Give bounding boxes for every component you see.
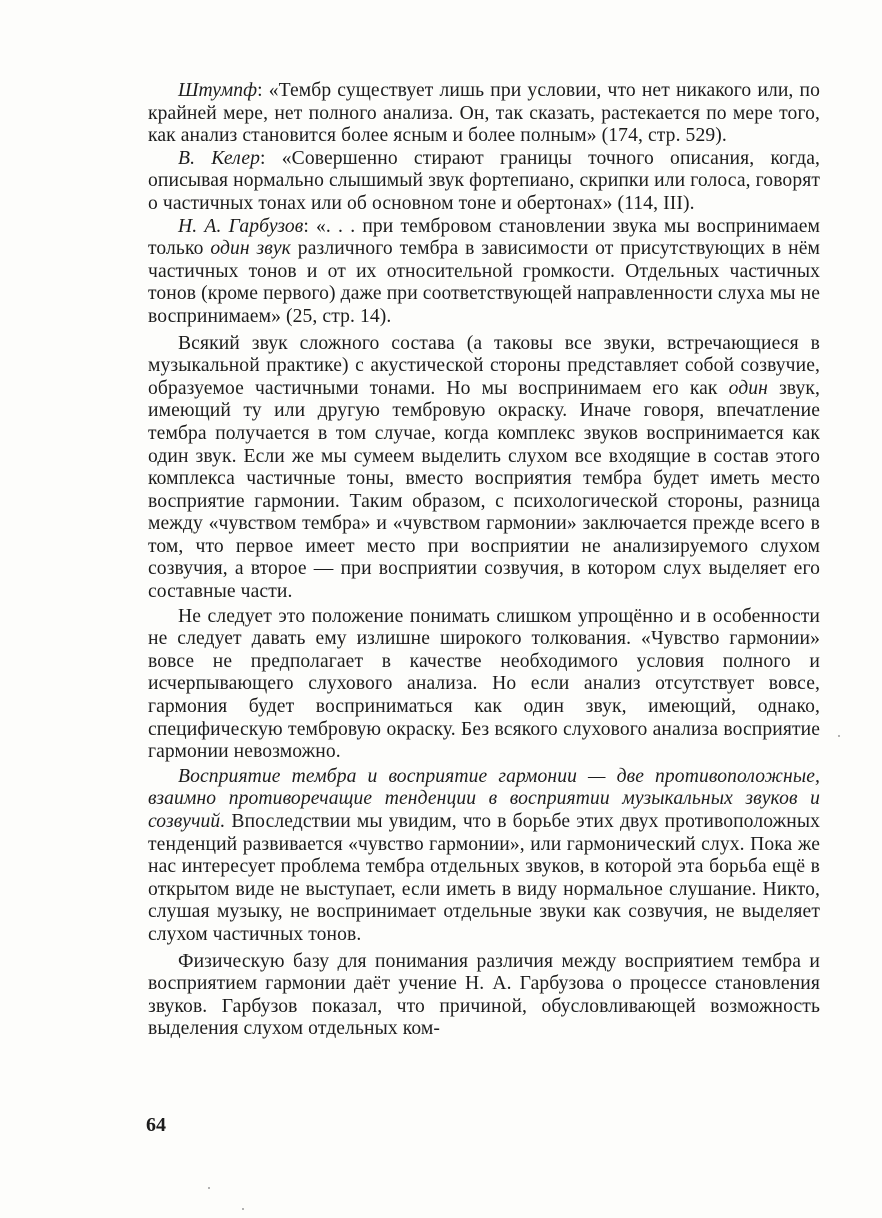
page-number: 64	[146, 1114, 166, 1136]
paragraph-harmony-feeling: Не следует это положение понимать слишком упрощённо и в особенности не следует давать ему излишне широкого толкования. «Чувство гармонии» вовсе не предполагает в качестве необходимого условия полного и исчерпывающего слухового анализа. Но если анализ отсутствует вовсе, гармония будет восприниматься как один звук, имеющий, однако, специфическую тембровую окраску. Без всякого слухового анализа восприятие гармонии невозможно.	[148, 605, 820, 763]
paragraph-text-b: звук, имеющий ту или другую тембровую окраску. Иначе говоря, впечатление тембра получается в том случае, когда комплекс звуков воспринимается как один звук. Если же мы сумеем выделить слухом все входящие в состав этого комплекса частичные тоны, вместо восприятия тембра будет иметь место восприятие гармонии. Таким образом, с психологической стороны, разница между «чувством тембра» и «чувством гармонии» заключается прежде всего в том, что первое имеет место при восприятии не анализируемого слухом созвучия, а второе — при восприятии созвучия, в котором слух выделяет его составные части.	[148, 377, 820, 603]
quote-stumpf	[148, 80, 820, 148]
author-name: Н. А. Гарбузов	[178, 215, 304, 237]
author-name: Штумпф	[178, 80, 258, 101]
quote-text: : «Тембр существует лишь при условии, что нет никакого или, по крайней мере, нет полного анализа. Он, так сказать, растекается по мере того, как анализ становится более ясным и более полным» (174, стр. 529).	[148, 80, 820, 147]
paper-speck	[242, 1208, 244, 1210]
quote-text-b: различного тембра в зависимости от присутствующих в нём частичных тонов и от их относительной громкости. Отдельных частичных тонов (кроме первого) даже при соответствующей направленности слуха мы не воспринимаем» (25, стр. 14).	[148, 238, 821, 327]
paragraph-sound-composition	[148, 333, 820, 604]
body-text	[148, 80, 820, 1041]
paragraph-physical-basis: Физическую базу для понимания различия между восприятием тембра и восприятием гармонии даёт учение Н. А. Гарбузова о процессе становления звуков. Гарбузов показал, что причиной, обусловливающей возможность выделения слухом отдельных ком-	[148, 950, 820, 1040]
quote-text-a: : «. . . при тембровом становлении звука мы воспринимаем только	[148, 215, 821, 260]
paper-speck	[838, 735, 840, 737]
emphasis: один звук	[210, 238, 291, 260]
author-name: В. Келер	[178, 147, 261, 169]
emphasis-thesis: Восприятие тембра и восприятие гармонии — две противоположные, взаимно противоречащие тенденции в восприятии музыкальных звуков и созвучий.	[148, 765, 820, 832]
quote-koehler	[148, 148, 820, 216]
emphasis: один	[728, 377, 768, 399]
paragraph-timbre-vs-harmony	[148, 766, 820, 947]
paper-speck	[208, 1187, 210, 1189]
quote-garbuzov	[148, 216, 820, 329]
paragraph-text: Впоследствии мы увидим, что в борьбе этих двух противоположных тенденций развивается «чувство гармонии», или гармонический слух. Пока же нас интересует проблема тембра отдельных звуков, в которой эта борьба ещё в открытом виде не выступает, если иметь в виду нормальное слушание. Никто, слушая музыку, не воспринимает отдельные звуки как созвучия, не выделяет слухом частичных тонов.	[148, 811, 820, 945]
quote-text: : «Совершенно стирают границы точного описания, когда, описывая нормально слышимый звук фортепиано, скрипки или голоса, говорят о частичных тонах или об основном тоне и обертонах» (114, III).	[148, 147, 820, 214]
paragraph-text-a: Всякий звук сложного состава (а таковы все звуки, встречающиеся в музыкальной практике) с акустической стороны представляет собой созвучие, образуемое частичными тонами. Но мы воспринимаем его как	[148, 332, 820, 399]
